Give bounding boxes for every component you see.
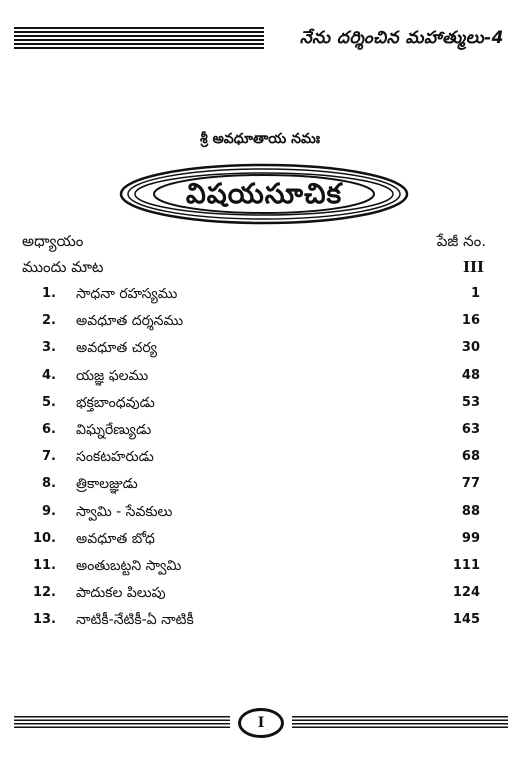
book-title: నేను దర్శించిన మహాత్ములు-4 (299, 28, 504, 48)
entry-number: 1. (42, 286, 56, 301)
entry-number: 4. (42, 367, 56, 383)
toc-entry (30, 583, 488, 610)
chapter-column-label: అధ్యాయం (22, 232, 84, 250)
toc-entry (30, 474, 488, 501)
page-column-label: పేజీ నం. (436, 232, 486, 250)
entry-title: యజ్ఞ ఫలము (76, 367, 149, 384)
entry-title: అవధూత చర్య (76, 340, 158, 357)
footer-rule-right (292, 716, 508, 730)
toc-entry (30, 610, 488, 637)
toc-entry (30, 420, 488, 447)
header-rule-lines (14, 27, 264, 49)
entry-number: 6. (42, 421, 56, 437)
toc-entries (30, 284, 488, 637)
entry-page: 63 (461, 421, 480, 437)
toc-entry (30, 338, 488, 365)
entry-page: 111 (452, 557, 480, 573)
entry-number: 3. (42, 340, 56, 356)
toc-entry (30, 556, 488, 583)
running-header (14, 24, 508, 52)
entry-title: నాటికీ-నేటికీ-ఏ నాటికీ (76, 612, 194, 629)
entry-page: 77 (461, 476, 480, 492)
entry-page: 145 (452, 612, 480, 628)
entry-page: 99 (461, 530, 480, 546)
preface-title: ముందు మాట (22, 258, 104, 276)
entry-number: 10. (32, 530, 56, 546)
entry-title: త్రికాలజ్ఞుడు (76, 476, 138, 493)
entry-title: స్వామి - సేవకులు (76, 503, 173, 520)
page-footer (14, 708, 508, 742)
entry-title: సంకటహరుడు (76, 449, 154, 466)
entry-page: 68 (461, 449, 480, 465)
invocation-text: శ్రీ అవధూతాయ నమః (200, 131, 320, 147)
entry-number: 9. (42, 503, 56, 519)
entry-title: అవధూత దర్శనము (76, 313, 184, 330)
entry-title: పాదుకల పిలుపు (76, 585, 166, 602)
preface-page-number: III (462, 258, 484, 276)
entry-title: అవధూత బోధ (76, 530, 155, 547)
toc-entry (30, 366, 488, 393)
entry-number: 12. (32, 585, 56, 601)
toc-column-headers (22, 232, 492, 256)
entry-title: సాధనా రహస్యము (76, 286, 178, 302)
entry-number: 11. (32, 557, 56, 573)
page-number: I (257, 715, 265, 731)
entry-number: 7. (42, 449, 56, 465)
entry-title: భక్తబాంధవుడు (76, 394, 155, 411)
title-badge (118, 162, 410, 226)
toc-preface-row (22, 258, 492, 282)
toc-entry (30, 502, 488, 529)
entry-page: 88 (461, 503, 480, 519)
page-title: విషయసూచిక (185, 177, 343, 210)
entry-number: 8. (42, 476, 56, 492)
entry-number: 2. (42, 313, 56, 329)
entry-page: 30 (461, 340, 480, 356)
entry-page: 1 (470, 286, 480, 301)
entry-number: 13. (32, 612, 56, 628)
entry-page: 124 (452, 585, 480, 601)
toc-entry (30, 529, 488, 556)
toc-entry (30, 393, 488, 420)
entry-number: 5. (42, 394, 56, 410)
toc-entry (30, 311, 488, 338)
footer-rule-left (14, 716, 230, 730)
entry-page: 16 (461, 313, 480, 329)
entry-page: 53 (461, 394, 480, 410)
entry-page: 48 (461, 367, 480, 383)
toc-entry (30, 284, 488, 311)
page-number-badge (238, 708, 284, 738)
toc-entry (30, 447, 488, 474)
entry-title: అంతుబట్టని స్వామి (76, 557, 182, 574)
entry-title: విఘ్నరేణ్యుడు (76, 421, 152, 438)
